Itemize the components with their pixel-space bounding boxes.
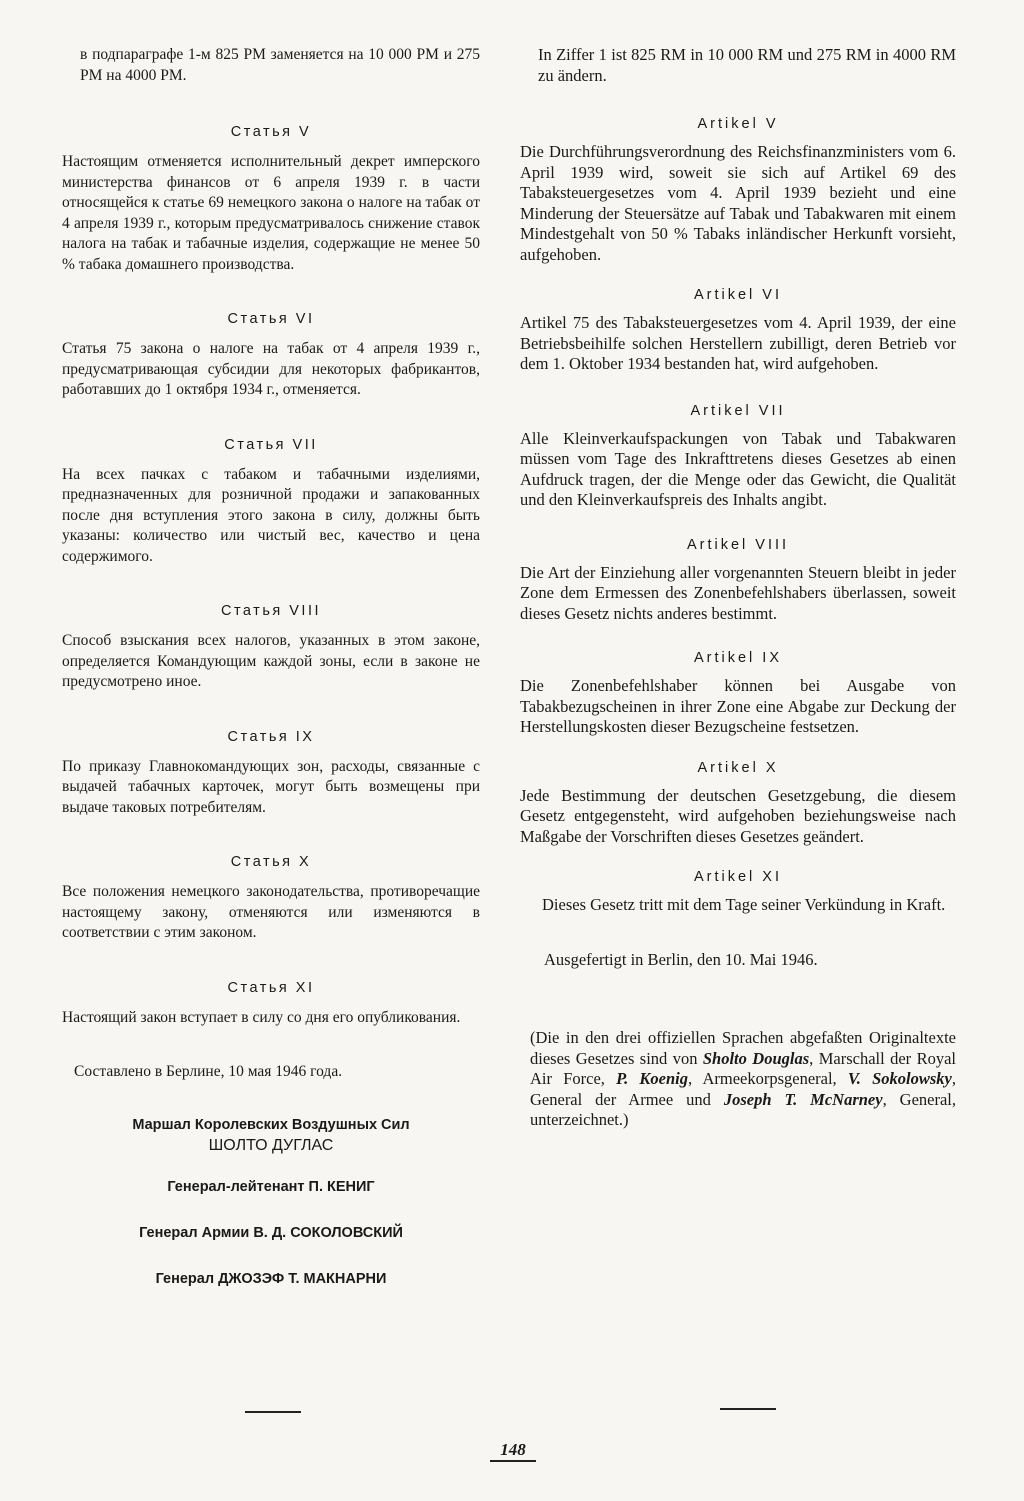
de-note-name-4: Joseph T. McNarney [723, 1089, 883, 1109]
ru-article-6-heading: Статья VI [227, 311, 315, 327]
de-note-part-a: (Die in den drei offiziellen Sprachen abgefaßten Originaltexte dieses Gesetzes sind von [530, 1028, 956, 1068]
ru-signature-1-name: ШОЛТО ДУГЛАС [208, 1136, 334, 1154]
ru-article-10-heading: Статья X [230, 854, 312, 870]
page-number: 148 [490, 1440, 536, 1462]
ru-done-line: Составлено в Берлине, 10 мая 1946 года. [74, 1063, 343, 1080]
de-intro: In Ziffer 1 ist 825 RM in 10 000 RM und 275 RM in 4000 RM zu ändern. [538, 45, 956, 85]
de-note-part-c: , Armeekorpsgeneral, [688, 1069, 848, 1088]
ru-article-10-text: Все положения немецкого законодательства, противоречащие настоящему закону, отменяются или изменяются в соответствии с этим законом. [62, 883, 480, 941]
de-note-name-1: Sholto Douglas [702, 1048, 810, 1068]
de-article-5-heading: Artikel V [697, 116, 779, 132]
ru-article-6-text: Статья 75 закона о налоге на табак от 4 апреля 1939 г., предусматривающая субсидии для некоторых фабрикантов, работавших до 1 октября 1934 г., отменяется. [62, 340, 480, 398]
de-article-10-heading: Artikel X [697, 759, 779, 776]
ru-article-5-text: Настоящим отменяется исполнительный декрет имперского министерства финансов от 6 апреля 1939 г. в части относящейся к статье 69 немецкого закона о налоге на табак от 4 апреля 1939 г., которым предусматривалось снижение ставок налога на табак и табачные изделия, содержащие не менее 50 % табака домашнего производства. [62, 153, 480, 273]
russian-column [62, 45, 480, 1287]
ru-article-8-text: Способ взыскания всех налогов, указанных в этом законе, определяется Командующим каждой зоны, если в законе не предусмотрено иное. [62, 632, 480, 690]
de-note-part-d: , General der Armee und [530, 1069, 956, 1109]
de-article-8-heading: Artikel VIII [686, 536, 790, 553]
de-note-part-e: , General, unterzeichnet.) [530, 1089, 957, 1129]
ru-article-9-text: По приказу Главнокомандующих зон, расходы, связанные с выдачей табачных карточек, могут быть возмещены при выдаче таковых потребителям. [62, 757, 480, 816]
ru-article-9-heading: Статья IX [227, 728, 315, 745]
ru-signature-2: Генерал-лейтенант П. КЕНИГ [167, 1178, 375, 1195]
de-article-9-text: Die Zonenbefehlshaber können bei Ausgabe von Tabakbezugscheinen in ihrer Zone eine Abgabe zur Deckung der Herstellungskosten dieser Bezugscheine festsetzen. [520, 676, 956, 736]
ru-article-11-heading: Статья XI [227, 979, 315, 996]
de-signatories-note [520, 1028, 956, 1131]
ru-article-8-heading: Статья VIII [220, 603, 322, 619]
de-note-name-3: V. Sokolowsky [847, 1069, 952, 1088]
ru-signature-4: Генерал ДЖОЗЭФ Т. МАКНАРНИ [155, 1270, 387, 1287]
ru-article-11-text: Настоящий закон вступает в силу со дня его опубликования. [62, 1008, 461, 1026]
ru-article-5-heading: Статья V [230, 124, 312, 140]
de-article-6-heading: Artikel VI [693, 287, 782, 303]
de-article-7-text: Alle Kleinverkaufspackungen von Tabak und Tabakwaren müssen vom Tage des Inkrafttretens dieses Gesetzes ab einen Aufdruck tragen, der die Menge oder das Gewicht, die Qualität und den Kleinverkaufspreis des Inhalts angibt. [520, 428, 956, 509]
de-note-name-2: P. Koenig [616, 1069, 689, 1088]
ru-article-7-text: На всех пачках с табаком и табачными изделиями, предназначенных для розничной продажи и запакованных после дня вступления этого закона в силу, должны быть указаны: количество или чистый вес, качество и цена содержимого. [62, 465, 480, 565]
de-article-10-text: Jede Bestimmung der deutschen Gesetzgebung, die diesem Gesetz entgegensteht, wird aufgehoben beziehungsweise nach Maßgabe der Vorschriften dieses Gesetzes geändert. [520, 785, 956, 846]
de-article-11-text: Dieses Gesetz tritt mit dem Tage seiner Verkündung in Kraft. [542, 895, 946, 914]
de-article-11-heading: Artikel XI [693, 869, 782, 885]
ru-intro: в подпараграфе 1-м 825 РМ заменяется на 10 000 РМ и 275 РМ на 4000 РМ. [80, 46, 480, 84]
de-note-part-b: , Marschall der Royal Air Force, [530, 1048, 956, 1088]
de-article-7-heading: Artikel VII [690, 402, 786, 419]
de-done-line: Ausgefertigt in Berlin, den 10. Mai 1946. [544, 949, 818, 969]
ru-closing-rule [245, 1411, 301, 1413]
ru-article-7-heading: Статья VII [224, 436, 318, 453]
de-closing-rule [720, 1408, 776, 1410]
ru-signature-1-title: Маршал Королевских Воздушных Сил [132, 1116, 410, 1133]
de-article-8-text: Die Art der Einziehung aller vorgenannten Steuern bleibt in jeder Zone dem Ermessen des Zonenbefehlshabers überlassen, soweit dieses Gesetz nichts anderes bestimmt. [520, 562, 956, 623]
ru-signature-3: Генерал Армии В. Д. СОКОЛОВСКИЙ [139, 1224, 403, 1241]
de-article-5-text: Die Durchführungsverordnung des Reichsfinanzministers vom 6. April 1939 wird, soweit sie sich auf Artikel 69 des Tabaksteuergesetzes vom 4. April 1939 bezieht und eine Minderung der Steuersätze auf Tabak und Tabakwaren mit einem Mindestgehalt von 50 % Tabaks inländischer Herkunft vorsieht, aufgehoben. [520, 142, 956, 264]
german-column [520, 45, 956, 1131]
de-article-6-text: Artikel 75 des Tabaksteuergesetzes vom 4. April 1939, der eine Betriebsbeihilfe solchen Herstellern zubilligt, deren Betrieb vor dem 1. Oktober 1934 bestanden hat, wird aufgehoben. [520, 313, 956, 373]
de-article-9-heading: Artikel IX [693, 650, 782, 666]
